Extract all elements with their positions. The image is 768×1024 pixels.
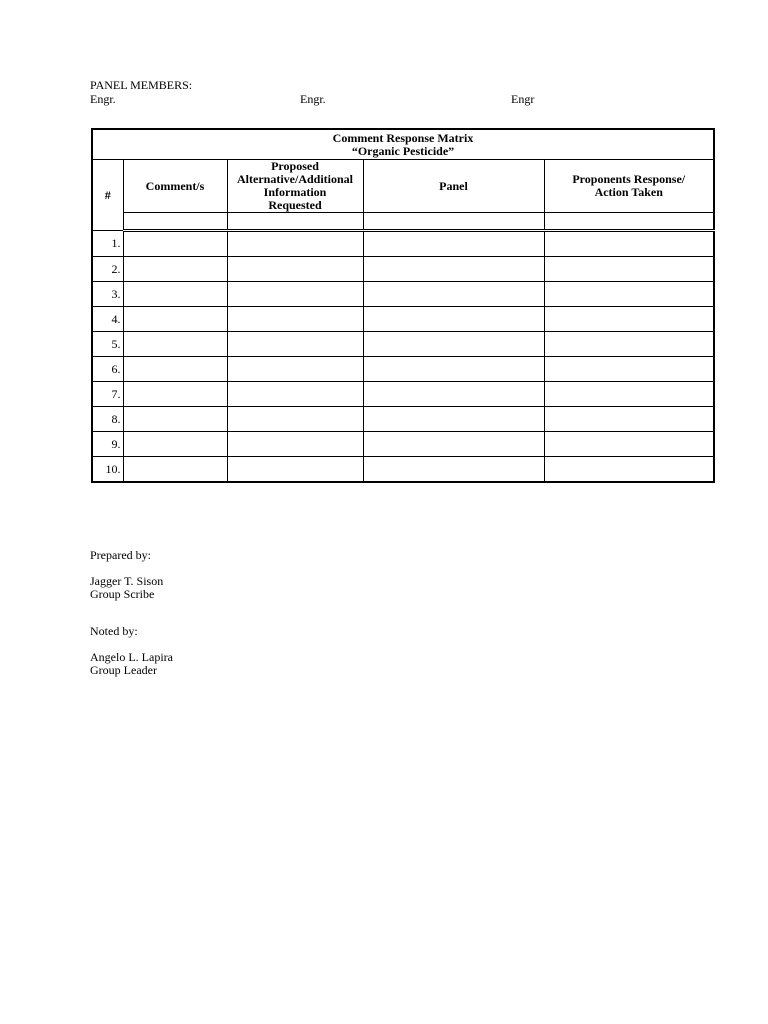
response-cell[interactable] (544, 332, 714, 357)
header-comments (123, 160, 227, 213)
prepared-role: Group Scribe (90, 587, 155, 601)
table-row (92, 432, 714, 457)
response-cell[interactable] (544, 357, 714, 382)
panel-members-engr-row (90, 92, 730, 106)
comment-cell[interactable] (123, 457, 227, 483)
row-number: 1. (92, 231, 123, 257)
response-cell[interactable] (544, 432, 714, 457)
row-number: 5. (92, 332, 123, 357)
header-comments-label: Comment/s (145, 178, 205, 193)
prepared-name: Jagger T. Sison (90, 574, 164, 588)
table-row (92, 307, 714, 332)
header-number-label: # (104, 187, 111, 202)
header-response-line-2: Action Taken (594, 185, 663, 199)
header-proposed-line-3: Information (263, 185, 327, 199)
matrix-title: Comment Response Matrix (332, 130, 474, 145)
proposed-cell[interactable] (227, 357, 363, 382)
row-number: 8. (92, 407, 123, 432)
table-row (92, 231, 714, 257)
panel-cell[interactable] (363, 357, 544, 382)
proposed-cell[interactable] (227, 257, 363, 282)
panel-cell[interactable] (363, 231, 544, 257)
header-proposed (227, 160, 363, 213)
prepared-label: Prepared by: (90, 548, 151, 562)
table-row (92, 332, 714, 357)
response-cell[interactable] (544, 407, 714, 432)
noted-role: Group Leader (90, 663, 157, 677)
row-number: 6. (92, 357, 123, 382)
comment-cell[interactable] (123, 407, 227, 432)
header-spacer-row (92, 213, 714, 231)
table-row (92, 407, 714, 432)
proposed-cell[interactable] (227, 307, 363, 332)
proposed-cell[interactable] (227, 282, 363, 307)
proposed-cell[interactable] (227, 432, 363, 457)
matrix-title-cell (92, 129, 714, 160)
row-number: 3. (92, 282, 123, 307)
table-row (92, 357, 714, 382)
panel-cell[interactable] (363, 257, 544, 282)
comment-cell[interactable] (123, 332, 227, 357)
panel-members-title: PANEL MEMBERS: (90, 78, 193, 92)
proposed-cell[interactable] (227, 332, 363, 357)
prepared-by-block (90, 575, 163, 601)
comment-response-matrix (91, 128, 715, 483)
comment-cell[interactable] (123, 432, 227, 457)
comment-cell[interactable] (123, 357, 227, 382)
noted-label: Noted by: (90, 624, 138, 638)
panel-cell[interactable] (363, 332, 544, 357)
table-row (92, 282, 714, 307)
row-number: 10. (92, 457, 123, 483)
comment-cell[interactable] (123, 231, 227, 257)
response-cell[interactable] (544, 307, 714, 332)
table-row (92, 457, 714, 483)
row-number: 2. (92, 257, 123, 282)
response-cell[interactable] (544, 282, 714, 307)
panel-cell[interactable] (363, 457, 544, 483)
comment-cell[interactable] (123, 382, 227, 407)
table-row (92, 382, 714, 407)
panel-cell[interactable] (363, 432, 544, 457)
panel-cell[interactable] (363, 307, 544, 332)
header-panel-label: Panel (439, 178, 468, 193)
header-number (92, 160, 123, 231)
panel-cell[interactable] (363, 382, 544, 407)
noted-by-block (90, 651, 173, 677)
spacer-cell (363, 213, 544, 231)
proposed-cell[interactable] (227, 231, 363, 257)
header-response (544, 160, 714, 213)
engr-label-3: Engr (511, 92, 535, 106)
spacer-cell (227, 213, 363, 231)
comment-cell[interactable] (123, 257, 227, 282)
engr-label-1: Engr. (90, 92, 116, 106)
comment-cell[interactable] (123, 307, 227, 332)
response-cell[interactable] (544, 382, 714, 407)
header-panel (363, 160, 544, 213)
header-proposed-line-4: Requested (268, 198, 322, 212)
proposed-cell[interactable] (227, 382, 363, 407)
matrix-subtitle: “Organic Pesticide” (351, 143, 455, 158)
comment-cell[interactable] (123, 282, 227, 307)
proposed-cell[interactable] (227, 457, 363, 483)
panel-cell[interactable] (363, 407, 544, 432)
panel-members-section (90, 78, 730, 106)
row-number: 4. (92, 307, 123, 332)
response-cell[interactable] (544, 457, 714, 483)
spacer-cell (544, 213, 714, 231)
spacer-cell (123, 213, 227, 231)
header-response-line-1: Proponents Response/ (572, 172, 686, 186)
header-proposed-line-2: Alternative/Additional (237, 172, 353, 186)
row-number: 9. (92, 432, 123, 457)
header-proposed-line-1: Proposed (271, 159, 319, 173)
panel-cell[interactable] (363, 282, 544, 307)
proposed-cell[interactable] (227, 407, 363, 432)
response-cell[interactable] (544, 231, 714, 257)
table-row (92, 257, 714, 282)
response-cell[interactable] (544, 257, 714, 282)
engr-label-2: Engr. (300, 92, 326, 106)
noted-name: Angelo L. Lapira (90, 650, 173, 664)
row-number: 7. (92, 382, 123, 407)
